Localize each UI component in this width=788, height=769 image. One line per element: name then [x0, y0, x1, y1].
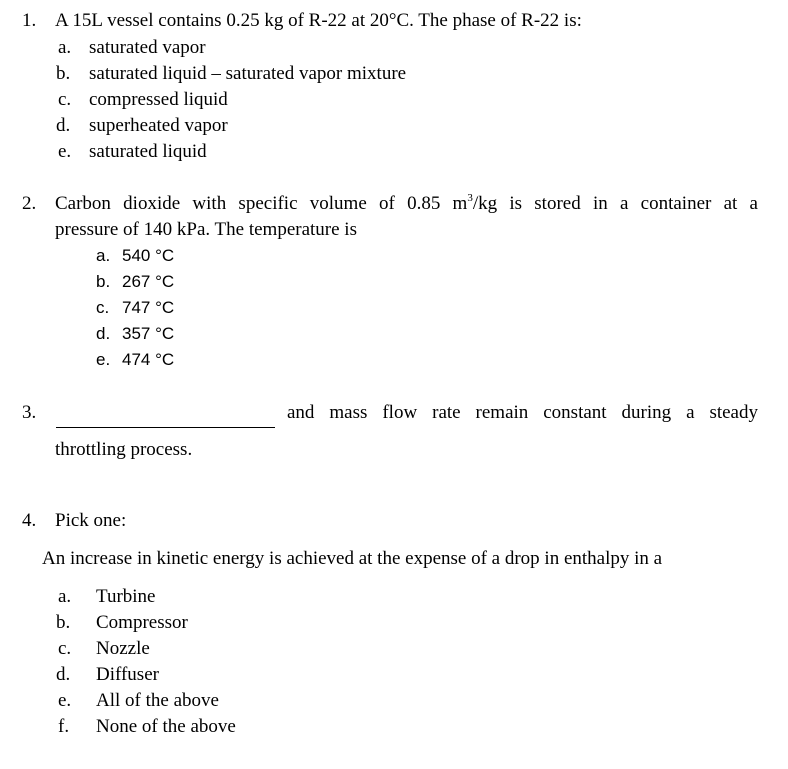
q3-stem-line-1: and mass flow rate remain constant during a steady	[287, 402, 758, 423]
q3-answer-blank[interactable]	[56, 427, 275, 428]
q2-option-d-letter: d.	[96, 324, 111, 343]
q4-option-c-text: Nozzle	[96, 638, 150, 659]
q4-option-d-letter: d.	[56, 664, 71, 685]
q2-number: 2.	[22, 193, 37, 214]
q2-option-d-text: 357 °C	[122, 324, 175, 343]
q1-option-d-letter: d.	[56, 115, 71, 136]
q2-stem-line-1-post: /kg is stored in a container at a	[472, 193, 758, 214]
q3-stem-line-2: throttling process.	[55, 439, 193, 460]
q4-number: 4.	[22, 510, 37, 531]
q4-option-b-letter: b.	[56, 612, 71, 633]
q2-option-e-text: 474 °C	[122, 350, 175, 369]
q4-option-e-text: All of the above	[96, 690, 219, 711]
q4-option-a-text: Turbine	[96, 586, 156, 607]
q4-option-d-text: Diffuser	[96, 664, 159, 685]
q2-option-c-letter: c.	[96, 298, 110, 317]
q1-option-a-text: saturated vapor	[89, 37, 206, 58]
q1-option-b-letter: b.	[56, 63, 71, 84]
q1-option-e-text: saturated liquid	[89, 141, 207, 162]
q3-number: 3.	[22, 402, 37, 423]
q1-option-e-letter: e.	[58, 141, 72, 162]
q4-option-f-letter: f.	[58, 716, 70, 737]
q2-option-c-text: 747 °C	[122, 298, 175, 317]
q2-option-a-letter: a.	[96, 246, 111, 265]
q1-option-c-text: compressed liquid	[89, 89, 228, 110]
q1-number: 1.	[22, 10, 37, 31]
q2-stem-line-1-pre: Carbon dioxide with specific volume of 0.85 m	[55, 193, 468, 214]
q4-instruction: Pick one:	[55, 510, 127, 531]
q4-option-c-letter: c.	[58, 638, 72, 659]
q2-stem-line-1	[55, 191, 758, 214]
q2-option-a-text: 540 °C	[122, 246, 175, 265]
q4-option-e-letter: e.	[58, 690, 72, 711]
q2-option-e-letter: e.	[96, 350, 111, 369]
q1-option-a-letter: a.	[58, 37, 72, 58]
q1-option-b-text: saturated liquid – saturated vapor mixture	[89, 63, 407, 84]
q4-stem: An increase in kinetic energy is achieved at the expense of a drop in enthalpy in a	[42, 548, 663, 569]
q2-stem-line-2: pressure of 140 kPa. The temperature is	[55, 219, 357, 240]
q4-option-a-letter: a.	[58, 586, 72, 607]
q2-option-b-text: 267 °C	[122, 272, 175, 291]
q4-option-b-text: Compressor	[96, 612, 188, 633]
q4-option-f-text: None of the above	[96, 716, 236, 737]
q2-superscript: 3	[467, 191, 473, 204]
q1-stem: A 15L vessel contains 0.25 kg of R-22 at 20°C. The phase of R-22 is:	[55, 10, 582, 31]
q1-option-d-text: superheated vapor	[89, 115, 228, 136]
q1-option-c-letter: c.	[58, 89, 72, 110]
q2-option-b-letter: b.	[96, 272, 111, 291]
